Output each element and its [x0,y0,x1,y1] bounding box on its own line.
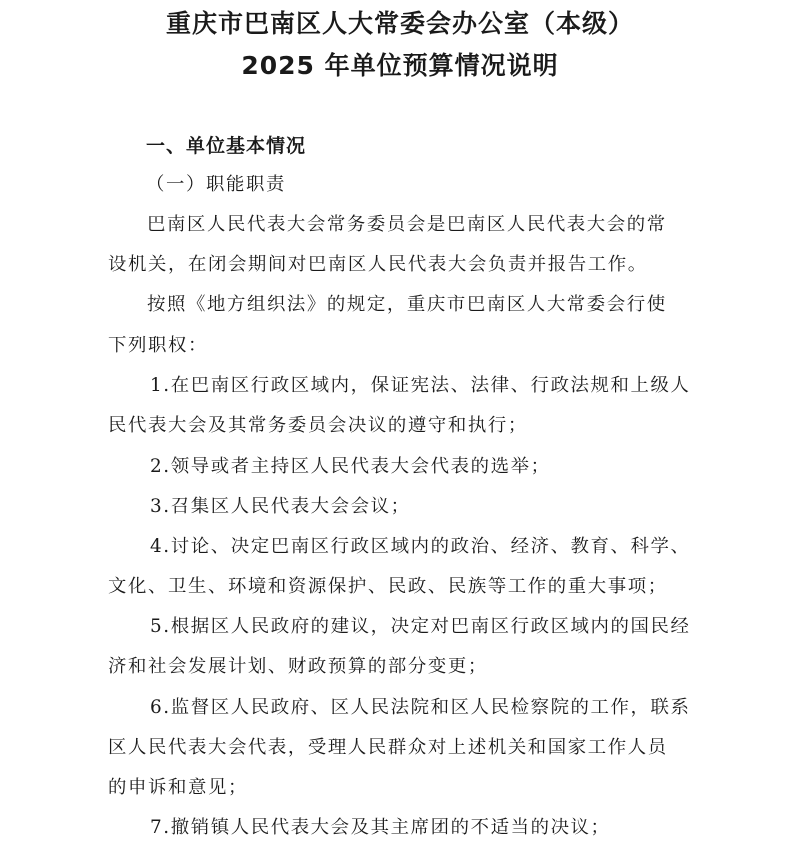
paragraph-line: 巴南区人民代表大会常务委员会是巴南区人民代表大会的常 [147,214,667,235]
list-item-line: 1.在巴南区行政区域内，保证宪法、法律、行政法规和上级人 [150,375,691,396]
list-item-line: 7.撤销镇人民代表大会及其主席团的不适当的决议； [150,817,611,838]
list-item-line: 的申诉和意见； [108,777,248,798]
paragraph-line: 下列职权： [108,335,208,356]
list-item-line: 2.领导或者主持区人民代表大会代表的选举； [150,456,551,477]
subsection-heading-functions: （一）职能职责 [146,174,286,195]
list-item-line: 6.监督区人民政府、区人民法院和区人民检察院的工作，联系 [150,697,691,718]
paragraph-line: 设机关，在闭会期间对巴南区人民代表大会负责并报告工作。 [108,254,648,275]
list-item-line: 区人民代表大会代表，受理人民群众对上述机关和国家工作人员 [108,737,668,758]
list-item-line: 3.召集区人民代表大会会议； [150,496,411,517]
paragraph-line: 按照《地方组织法》的规定，重庆市巴南区人大常委会行使 [147,294,667,315]
list-item-line: 济和社会发展计划、财政预算的部分变更； [108,656,488,677]
list-item-line: 文化、卫生、环境和资源保护、民政、民族等工作的重大事项； [108,576,668,597]
list-item-line: 4.讨论、决定巴南区行政区域内的政治、经济、教育、科学、 [150,536,691,557]
document-title-line-2: 2025 年单位预算情况说明 [241,51,559,80]
list-item-line: 5.根据区人民政府的建议，决定对巴南区行政区域内的国民经 [150,616,691,637]
section-heading-basic-info: 一、单位基本情况 [146,135,307,157]
document-title-line-1: 重庆市巴南区人大常委会办公室（本级） [165,9,634,38]
list-item-line: 民代表大会及其常务委员会决议的遵守和执行； [108,415,528,436]
